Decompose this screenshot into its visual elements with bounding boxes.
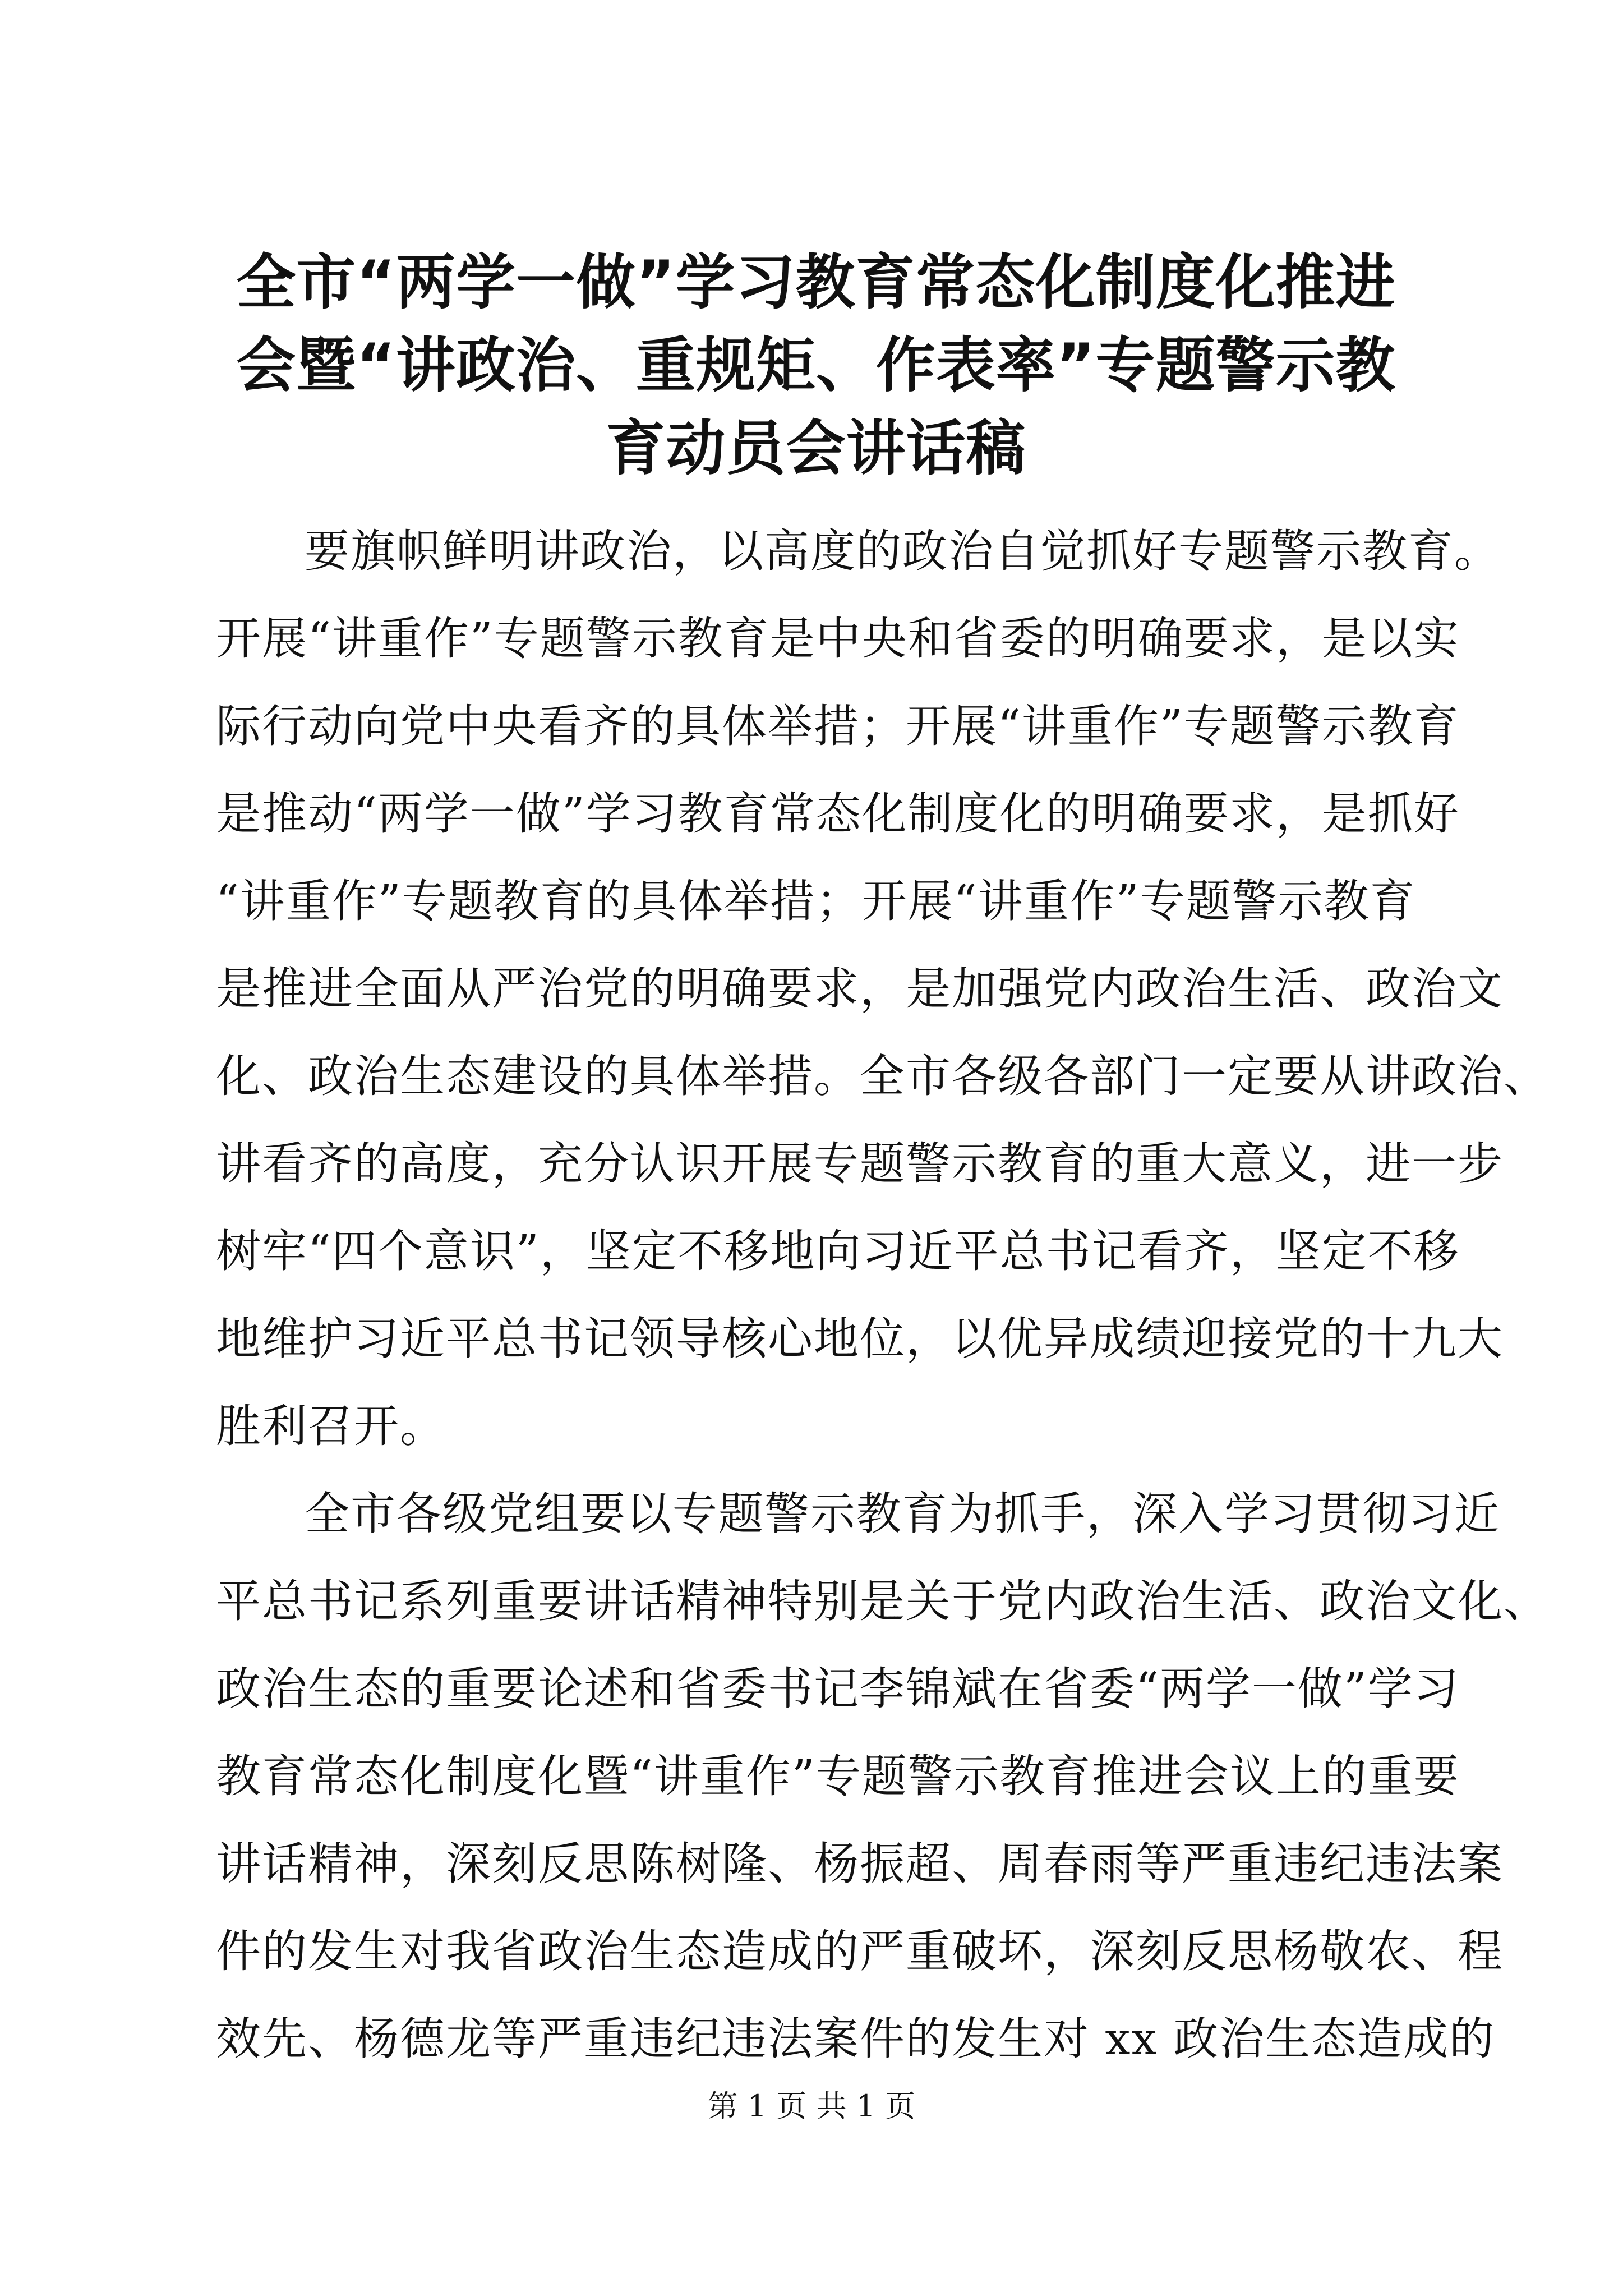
text-line: 际行动向党中央看齐的具体举措；开展“讲重作”专题警示教育 — [216, 700, 1460, 752]
text-line: 树牢“四个意识”，坚定不移地向习近平总书记看齐，坚定不移 — [216, 1225, 1460, 1277]
text-line: 要旗帜鲜明讲政治，以高度的政治自觉抓好专题警示教育。 — [305, 525, 1500, 577]
text-line: 全市各级党组要以专题警示教育为抓手，深入学习贯彻习近 — [305, 1488, 1500, 1540]
text-line: 件的发生对我省政治生态造成的严重破坏，深刻反思杨敬农、程 — [216, 1925, 1504, 1977]
text-line: 政治生态的重要论述和省委书记李锦斌在省委“两学一做”学习 — [216, 1663, 1460, 1715]
title-line: 会暨“讲政治、重规矩、作表率”专题警示教 — [236, 331, 1396, 400]
text-line: 是推动“两学一做”学习教育常态化制度化的明确要求，是抓好 — [216, 788, 1460, 840]
title-line: 育动员会讲话稿 — [606, 414, 1026, 483]
text-line: 化、政治生态建设的具体举措。全市各级各部门一定要从讲政治、 — [216, 1050, 1550, 1102]
document-title — [213, 241, 1419, 490]
text-line: 讲话精神，深刻反思陈树隆、杨振超、周春雨等严重违纪违法案 — [216, 1838, 1504, 1890]
text-line: 效先、杨德龙等严重违纪违法案件的发生对 xx 政治生态造成的 — [216, 2013, 1496, 2065]
text-line: 地维护习近平总书记领导核心地位，以优异成绩迎接党的十九大 — [216, 1313, 1504, 1365]
text-line: 教育常态化制度化暨“讲重作”专题警示教育推进会议上的重要 — [216, 1750, 1460, 1802]
text-line: 开展“讲重作”专题警示教育是中央和省委的明确要求，是以实 — [216, 613, 1460, 665]
text-line: 是推进全面从严治党的明确要求，是加强党内政治生活、政治文 — [216, 963, 1504, 1015]
text-line: 讲看齐的高度，充分认识开展专题警示教育的重大意义，进一步 — [216, 1138, 1504, 1190]
text-line: 胜利召开。 — [216, 1400, 446, 1452]
paragraph-1 — [216, 508, 1550, 1470]
paragraph-2 — [216, 1470, 1550, 2083]
text-line: “讲重作”专题教育的具体举措；开展“讲重作”专题警示教育 — [216, 875, 1416, 927]
page-footer: 第 1 页 共 1 页 — [707, 2088, 916, 2124]
text-line: 平总书记系列重要讲话精神特别是关于党内政治生活、政治文化、 — [216, 1575, 1550, 1627]
document-body — [216, 508, 1550, 2083]
title-line: 全市“两学一做”学习教育常态化制度化推进 — [236, 248, 1396, 317]
